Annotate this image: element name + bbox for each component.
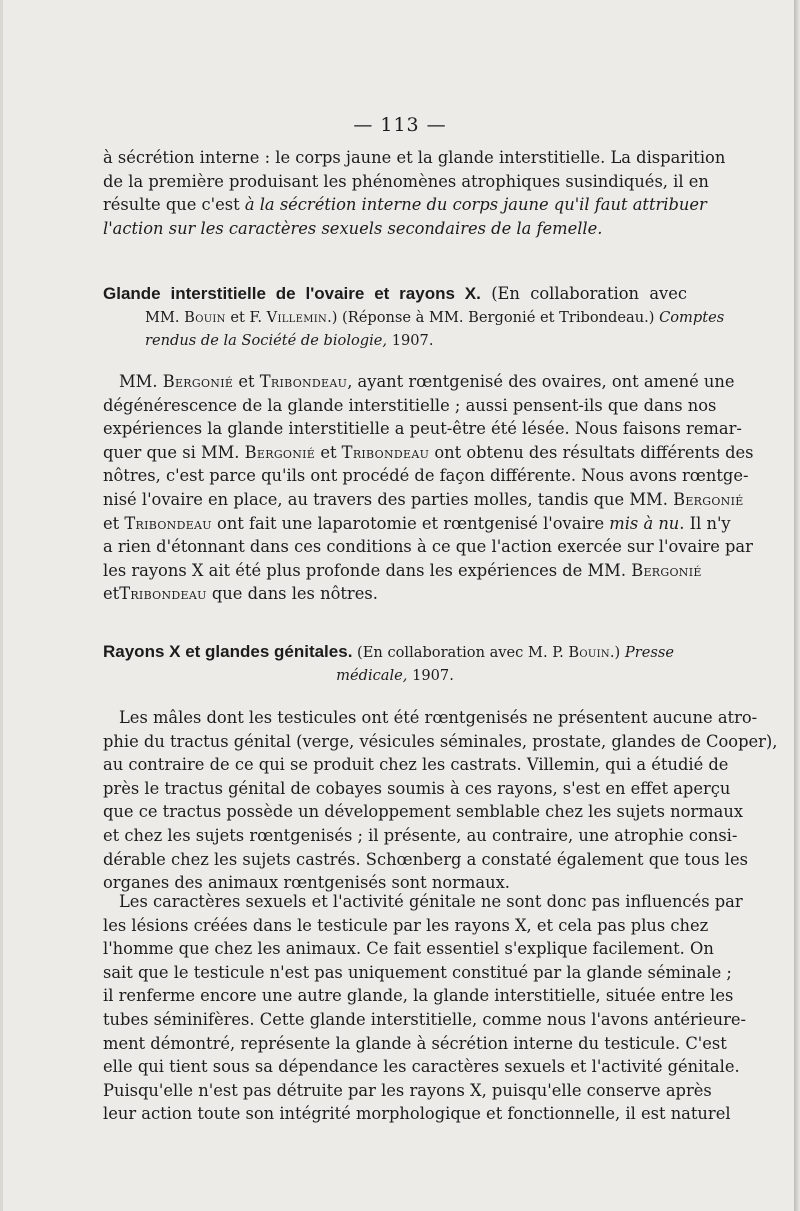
text-line: Les caractères sexuels et l'activité génitale ne sont donc pas influencés par <box>119 892 743 911</box>
text-line: l'homme que chez les animaux. Ce fait essentiel s'explique facilement. On <box>103 939 714 959</box>
text-line: près le tractus génital de cobayes soumis à ces rayons, s'est en effet aperçu <box>103 778 731 798</box>
text-line: de la première produisant les phénomènes atrophiques susindiqués, il en <box>103 171 709 191</box>
text-line: et chez les sujets rœntgenisés ; il présente, au contraire, une atrophie consi- <box>103 825 738 845</box>
intro-paragraph <box>103 146 726 240</box>
text-line: dérable chez les sujets castrés. Schœnberg a constaté également que tous les <box>103 849 748 869</box>
text-line: résulte que c'est à la sécrétion interne du corps jaune qu'il faut attribuer <box>103 195 707 215</box>
text-line: l'action sur les caractères sexuels secondaires de la femelle. <box>103 218 603 238</box>
section-1-reference <box>103 282 725 353</box>
text-line: Puisqu'elle n'est pas détruite par les rayons X, puisqu'elle conserve après <box>103 1080 712 1100</box>
text-line: organes des animaux rœntgenisés sont normaux. <box>103 873 510 893</box>
text-line: sait que le testicule n'est pas uniquement constitué par la glande séminale ; <box>103 962 732 982</box>
section-1-title: Glande interstitielle de l'ovaire et rayons X. <box>103 284 481 303</box>
text-line: que ce tractus possède un développement semblable chez les sujets normaux <box>103 802 744 822</box>
section-2-title: Rayons X et glandes génitales. <box>103 642 353 661</box>
text-line: tubes séminifères. Cette glande interstitielle, comme nous l'avons antérieure- <box>103 1009 747 1029</box>
text-line: et Tribondeau ont fait une laparotomie et rœntgenisé l'ovaire mis à nu. Il n'y <box>103 513 731 533</box>
text-line: au contraire de ce qui se produit chez les castrats. Villemin, qui a étudié de <box>103 755 729 775</box>
text-line: il renferme encore une autre glande, la glande interstitielle, située entre les <box>103 986 734 1006</box>
text-line: les rayons X ait été plus profonde dans les expériences de MM. Bergonié <box>103 560 702 580</box>
text-line: etTribondeau que dans les nôtres. <box>103 584 378 604</box>
text-line: dégénérescence de la glande interstitielle ; aussi pensent-ils que dans nos <box>103 395 717 415</box>
section-2-reference <box>103 640 687 687</box>
reference-line: MM. Bouin et F. Villemin.) (Réponse à MM. Bergonié et Tribondeau.) Comptes <box>145 308 725 326</box>
reference-line: rendus de la Société de biologie, 1907. <box>145 332 434 350</box>
reference-line: médicale, 1907. <box>336 666 454 684</box>
section-2-paragraph-1 <box>103 706 778 895</box>
text-line: elle qui tient sous sa dépendance les caractères sexuels et l'activité génitale. <box>103 1057 740 1077</box>
text-line: nôtres, c'est parce qu'ils ont procédé de façon différente. Nous avons rœntge- <box>103 466 749 486</box>
page-edge-left <box>0 0 3 1211</box>
text-line: a rien d'étonnant dans ces conditions à ce que l'action exercée sur l'ovaire par <box>103 537 753 557</box>
section-1-body <box>103 370 754 606</box>
reference-line: Glande interstitielle de l'ovaire et rayons X. (En collaboration avec <box>103 284 687 303</box>
text-line: Les mâles dont les testicules ont été rœntgenisés ne présentent aucune atro- <box>119 708 758 727</box>
text-line: nisé l'ovaire en place, au travers des parties molles, tandis que MM. Bergonié <box>103 489 744 509</box>
reference-line: Rayons X et glandes génitales. (En collaboration avec M. P. Bouin.) Presse <box>103 642 674 661</box>
page-number: — 113 — <box>353 114 447 136</box>
text-line: MM. Bergonié et Tribondeau, ayant rœntgenisé des ovaires, ont amené une <box>119 372 735 391</box>
text-line: à sécrétion interne : le corps jaune et la glande interstitielle. La disparition <box>103 148 726 167</box>
text-line: quer que si MM. Bergonié et Tribondeau ont obtenu des résultats différents des <box>103 442 754 462</box>
text-line: phie du tractus génital (verge, vésicules séminales, prostate, glandes de Cooper), <box>103 731 778 751</box>
page-edge-right <box>794 0 800 1211</box>
text-line: les lésions créées dans le testicule par les rayons X, et cela pas plus chez <box>103 915 709 935</box>
text-line: ment démontré, représente la glande à sécrétion interne du testicule. C'est <box>103 1033 727 1053</box>
text-line: leur action toute son intégrité morphologique et fonctionnelle, il est naturel <box>103 1104 731 1124</box>
section-2-paragraph-2 <box>103 890 747 1126</box>
text-line: expériences la glande interstitielle a peut-être été lésée. Nous faisons remar- <box>103 419 742 439</box>
